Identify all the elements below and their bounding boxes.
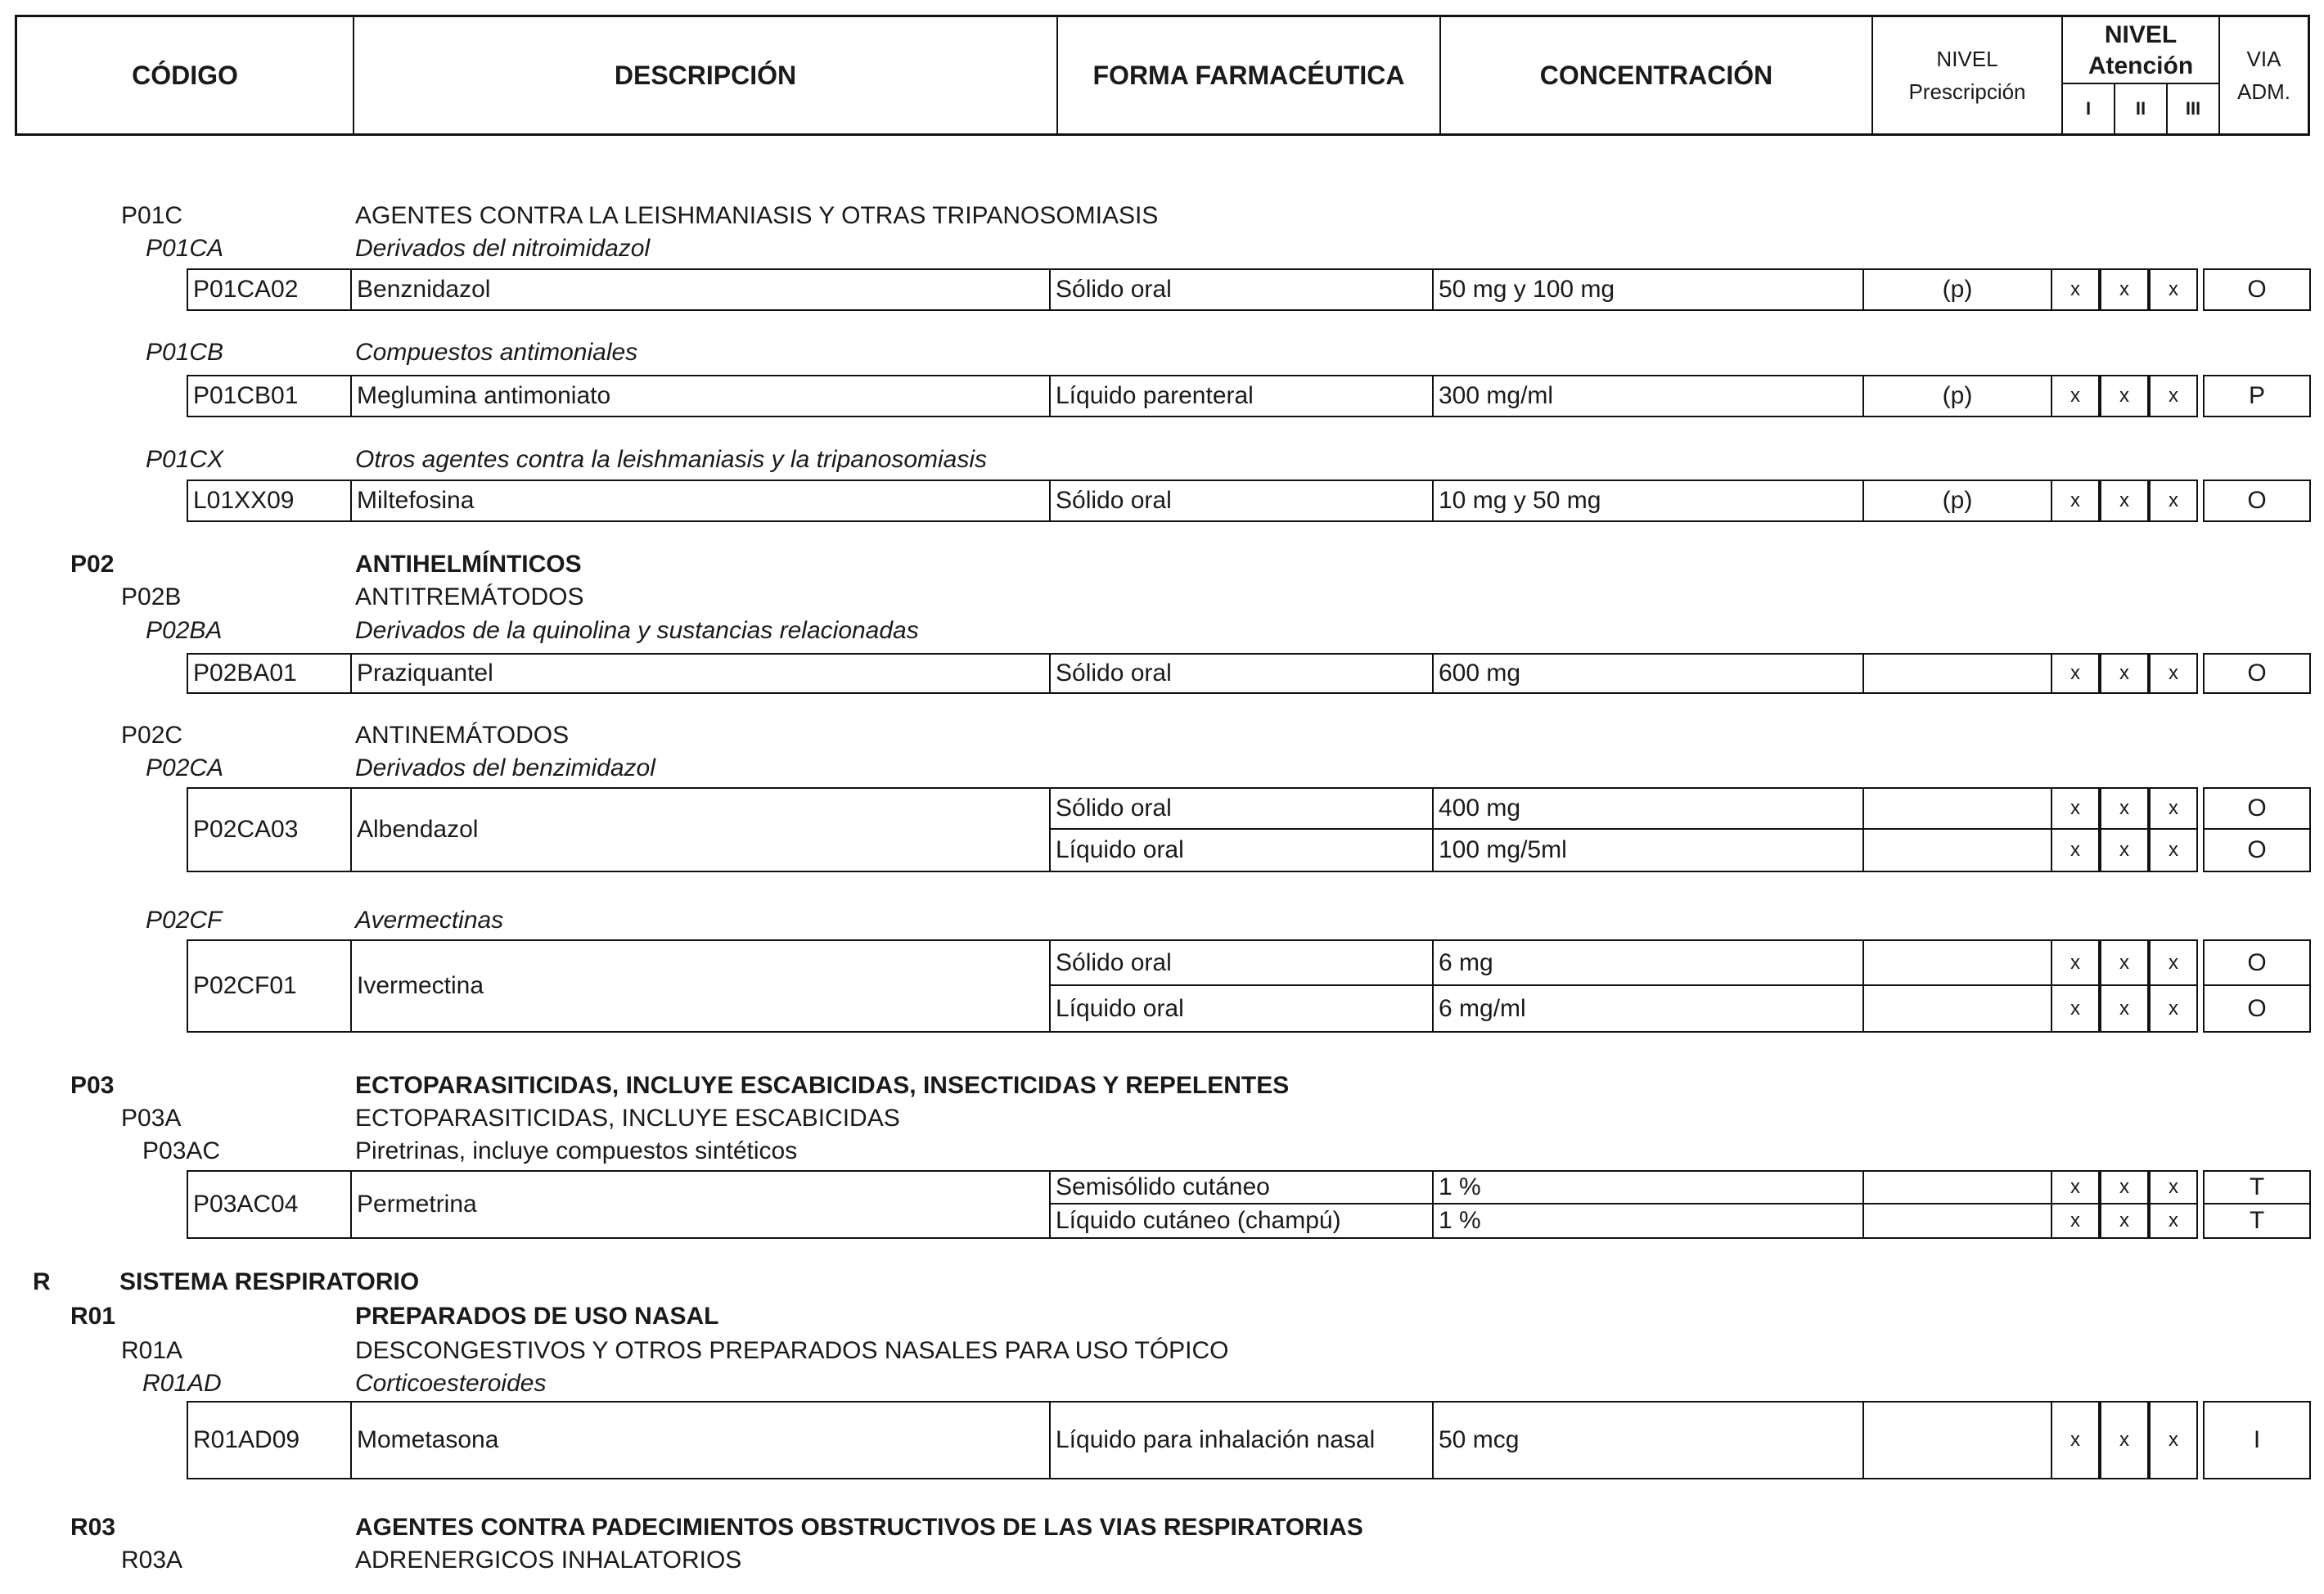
group-title: ADRENERGICOS INHALATORIOS <box>355 1547 742 1574</box>
header-concentracion: CONCENTRACIÓN <box>1441 17 1873 133</box>
header-nivel-prescripcion-1: NIVEL <box>1936 47 1998 71</box>
row-n2-cell: x <box>2100 939 2149 986</box>
group-code: R01AD <box>142 1370 222 1397</box>
row-n1-cell: x <box>2051 653 2100 694</box>
row-presc-cell <box>1862 828 2052 872</box>
row-presc-cell <box>1862 984 2052 1033</box>
row-conc-cell: 400 mg <box>1432 787 1864 830</box>
group-title: ECTOPARASITICIDAS, INCLUYE ESCABICIDAS <box>355 1105 900 1132</box>
row-presc-cell: (p) <box>1862 480 2052 522</box>
row-n3-cell: x <box>2149 480 2198 522</box>
header-via-2: ADM. <box>2237 79 2290 104</box>
header-nivel-prescripcion-2: Prescripción <box>1908 79 2026 104</box>
row-conc-cell: 50 mcg <box>1432 1401 1864 1479</box>
group-title: DESCONGESTIVOS Y OTROS PREPARADOS NASALES PARA USO TÓPICO <box>355 1337 1229 1364</box>
group-code: P01CA <box>146 235 224 262</box>
group-code: P01CX <box>146 446 224 473</box>
row-n3-cell: x <box>2149 1203 2198 1239</box>
group-code: P02BA <box>146 617 223 644</box>
row-code-cell: P02BA01 <box>187 653 352 694</box>
header-nivel-prescripcion <box>1873 17 2063 133</box>
group-title: Piretrinas, incluye compuestos sintéticos <box>355 1137 798 1164</box>
row-n3-cell: x <box>2149 787 2198 830</box>
row-n1-cell: x <box>2051 480 2100 522</box>
row-conc-cell: 10 mg y 50 mg <box>1432 480 1864 522</box>
header-descripcion: DESCRIPCIÓN <box>354 17 1058 133</box>
row-name-cell: Mometasona <box>350 1401 1051 1479</box>
header-nivel-atencion <box>2063 17 2220 133</box>
group-code: R01 <box>70 1303 116 1330</box>
row-code-cell: L01XX09 <box>187 480 352 522</box>
row-n3-cell: x <box>2149 375 2198 417</box>
row-forma-cell: Sólido oral <box>1049 939 1434 986</box>
row-n2-cell: x <box>2100 1203 2149 1239</box>
row-n3-cell: x <box>2149 1170 2198 1205</box>
row-via-cell: O <box>2203 787 2311 830</box>
group-code: P03 <box>70 1072 115 1099</box>
row-forma-cell: Líquido para inhalación nasal <box>1049 1401 1434 1479</box>
row-forma-cell: Líquido oral <box>1049 828 1434 872</box>
row-presc-cell: (p) <box>1862 375 2052 417</box>
row-conc-cell: 300 mg/ml <box>1432 375 1864 417</box>
group-code: R03A <box>121 1547 183 1574</box>
header-nivel-atencion-2: Atención <box>2088 52 2194 79</box>
row-name-cell: Praziquantel <box>350 653 1051 694</box>
row-n3-cell: x <box>2149 1401 2198 1479</box>
group-title: Derivados del nitroimidazol <box>355 235 651 262</box>
group-code: P03A <box>121 1105 182 1132</box>
group-title: PREPARADOS DE USO NASAL <box>355 1303 719 1330</box>
row-n1-cell: x <box>2051 1170 2100 1205</box>
row-conc-cell: 100 mg/5ml <box>1432 828 1864 872</box>
row-name-cell: Permetrina <box>350 1170 1051 1239</box>
row-forma-cell: Sólido oral <box>1049 268 1434 311</box>
row-n3-cell: x <box>2149 268 2198 311</box>
table-header <box>15 15 2310 136</box>
row-via-cell: P <box>2203 375 2311 417</box>
header-via <box>2220 17 2308 133</box>
row-n1-cell: x <box>2051 268 2100 311</box>
row-n1-cell: x <box>2051 787 2100 830</box>
row-n3-cell: x <box>2149 939 2198 986</box>
group-title: SISTEMA RESPIRATORIO <box>119 1268 420 1295</box>
row-conc-cell: 1 % <box>1432 1170 1864 1205</box>
row-conc-cell: 6 mg/ml <box>1432 984 1864 1033</box>
row-name-cell: Meglumina antimoniato <box>350 375 1051 417</box>
row-n2-cell: x <box>2100 1401 2149 1479</box>
row-conc-cell: 50 mg y 100 mg <box>1432 268 1864 311</box>
group-title: Corticoesteroides <box>355 1370 547 1397</box>
row-name-cell: Ivermectina <box>350 939 1051 1033</box>
row-via-cell: O <box>2203 828 2311 872</box>
row-via-cell: O <box>2203 480 2311 522</box>
row-code-cell: P02CF01 <box>187 939 352 1033</box>
row-presc-cell <box>1862 653 2052 694</box>
row-via-cell: O <box>2203 268 2311 311</box>
row-via-cell: I <box>2203 1401 2311 1479</box>
group-code: P01C <box>121 202 183 229</box>
row-n2-cell: x <box>2100 653 2149 694</box>
row-code-cell: P03AC04 <box>187 1170 352 1239</box>
row-forma-cell: Líquido cutáneo (champú) <box>1049 1203 1434 1239</box>
row-forma-cell: Líquido parenteral <box>1049 375 1434 417</box>
row-presc-cell <box>1862 1170 2052 1205</box>
header-nivel-atencion-1: NIVEL <box>2104 21 2178 48</box>
row-forma-cell: Semisólido cutáneo <box>1049 1170 1434 1205</box>
row-forma-cell: Líquido oral <box>1049 984 1434 1033</box>
group-title: AGENTES CONTRA LA LEISHMANIASIS Y OTRAS TRIPANOSOMIASIS <box>355 202 1159 229</box>
row-n3-cell: x <box>2149 653 2198 694</box>
row-forma-cell: Sólido oral <box>1049 787 1434 830</box>
row-n1-cell: x <box>2051 984 2100 1033</box>
row-presc-cell <box>1862 1401 2052 1479</box>
group-code: P02CF <box>146 907 223 934</box>
group-code: P02 <box>70 551 115 578</box>
header-via-1: VIA <box>2246 47 2281 71</box>
row-code-cell: P02CA03 <box>187 787 352 872</box>
header-nivel-i: I <box>2063 84 2115 133</box>
group-code: P01CB <box>146 339 224 366</box>
group-title: Otros agentes contra la leishmaniasis y la tripanosomiasis <box>355 446 988 473</box>
row-presc-cell <box>1862 1203 2052 1239</box>
row-n2-cell: x <box>2100 828 2149 872</box>
row-forma-cell: Sólido oral <box>1049 653 1434 694</box>
row-n1-cell: x <box>2051 828 2100 872</box>
row-code-cell: P01CA02 <box>187 268 352 311</box>
row-n1-cell: x <box>2051 939 2100 986</box>
row-n2-cell: x <box>2100 268 2149 311</box>
row-n2-cell: x <box>2100 1170 2149 1205</box>
group-title: ECTOPARASITICIDAS, INCLUYE ESCABICIDAS, INSECTICIDAS Y REPELENTES <box>355 1072 1290 1099</box>
group-code: P03AC <box>142 1137 221 1164</box>
row-name-cell: Albendazol <box>350 787 1051 872</box>
group-title: Derivados del benzimidazol <box>355 754 655 781</box>
group-title: Avermectinas <box>355 907 504 934</box>
group-title: Derivados de la quinolina y sustancias relacionadas <box>355 617 919 644</box>
row-n1-cell: x <box>2051 1203 2100 1239</box>
row-n2-cell: x <box>2100 984 2149 1033</box>
row-presc-cell <box>1862 939 2052 986</box>
header-nivel-ii: II <box>2115 84 2168 133</box>
header-forma: FORMA FARMACÉUTICA <box>1058 17 1441 133</box>
group-title: ANTIHELMÍNTICOS <box>355 551 582 578</box>
row-conc-cell: 1 % <box>1432 1203 1864 1239</box>
row-via-cell: T <box>2203 1203 2311 1239</box>
row-presc-cell: (p) <box>1862 268 2052 311</box>
row-forma-cell: Sólido oral <box>1049 480 1434 522</box>
row-n2-cell: x <box>2100 787 2149 830</box>
row-n1-cell: x <box>2051 375 2100 417</box>
header-codigo: CÓDIGO <box>17 17 354 133</box>
row-via-cell: O <box>2203 984 2311 1033</box>
row-conc-cell: 600 mg <box>1432 653 1864 694</box>
group-title: ANTITREMÁTODOS <box>355 583 584 610</box>
row-name-cell: Miltefosina <box>350 480 1051 522</box>
row-n1-cell: x <box>2051 1401 2100 1479</box>
row-code-cell: R01AD09 <box>187 1401 352 1479</box>
row-n3-cell: x <box>2149 984 2198 1033</box>
row-presc-cell <box>1862 787 2052 830</box>
group-code: R01A <box>121 1337 183 1364</box>
group-title: ANTINEMÁTODOS <box>355 722 570 749</box>
row-conc-cell: 6 mg <box>1432 939 1864 986</box>
group-title: Compuestos antimoniales <box>355 339 638 366</box>
row-n2-cell: x <box>2100 480 2149 522</box>
row-n2-cell: x <box>2100 375 2149 417</box>
group-code: P02C <box>121 722 183 749</box>
row-via-cell: T <box>2203 1170 2311 1205</box>
row-n3-cell: x <box>2149 828 2198 872</box>
group-code: P02CA <box>146 754 224 781</box>
group-code: R03 <box>70 1514 116 1541</box>
row-via-cell: O <box>2203 653 2311 694</box>
group-code: P02B <box>121 583 182 610</box>
group-title: AGENTES CONTRA PADECIMIENTOS OBSTRUCTIVOS DE LAS VIAS RESPIRATORIAS <box>355 1514 1363 1541</box>
row-via-cell: O <box>2203 939 2311 986</box>
row-code-cell: P01CB01 <box>187 375 352 417</box>
group-code: R <box>33 1268 51 1295</box>
header-nivel-iii: III <box>2185 98 2201 119</box>
row-name-cell: Benznidazol <box>350 268 1051 311</box>
